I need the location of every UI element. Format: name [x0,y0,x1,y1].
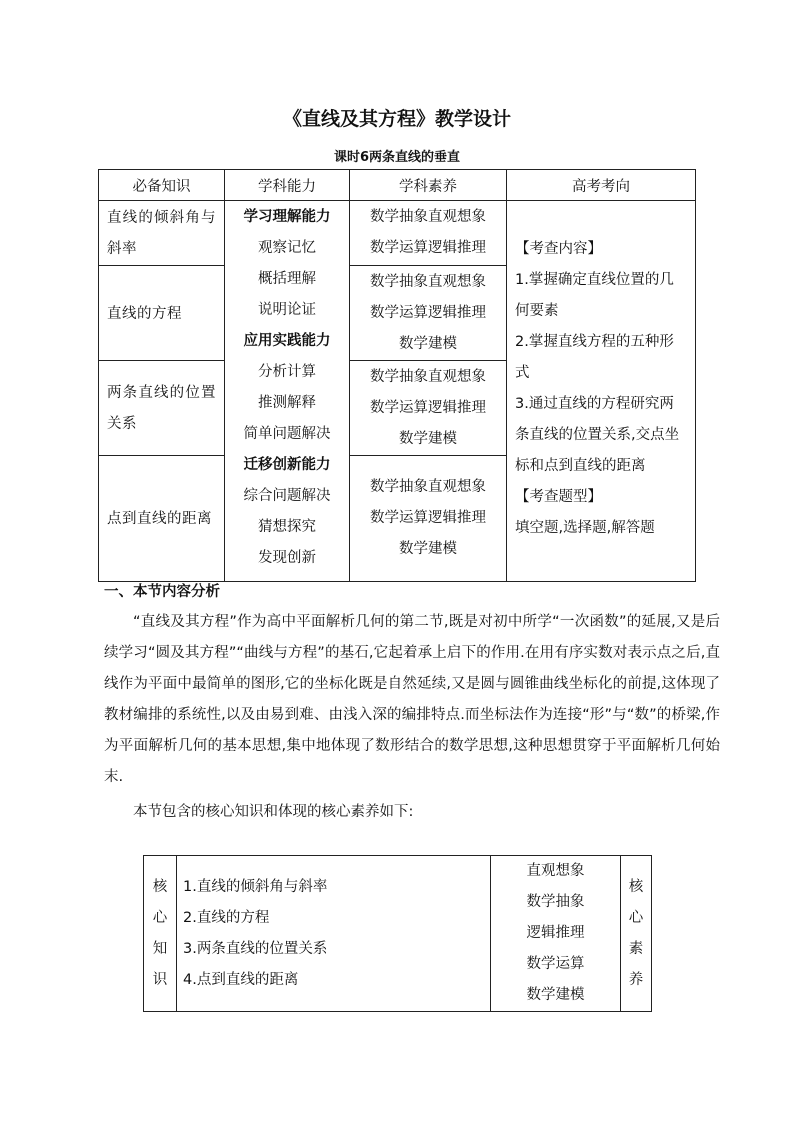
label-char: 核 [628,878,644,895]
literacy-cell [350,201,507,266]
knowledge-cell: 点到直线的距离 [99,456,225,582]
document-subtitle: 课时6两条直线的垂直 [333,150,461,165]
list-item: 3.两条直线的位置关系 [183,940,328,957]
header-knowledge: 必备知识 [99,170,225,201]
list-item: 4.点到直线的距离 [183,971,299,988]
document-title: 《直线及其方程》教学设计 [282,108,511,130]
ability-item: 应用实践能力 [243,333,331,349]
analysis-paragraph: “直线及其方程”作为高中平面解析几何的第二节,既是对初中所学“一次函数”的延展,又是后续学习“圆及其方程”“曲线与方程”的基石,它起着承上启下的作用.在用有序实数对表示点之后,直线作为平面中最简单的图形,它的坐标化既是自然延续,又是圆与圆锥曲线坐标化的前提,这体现了教材编排的系统性,以及由易到难、由浅入深的编排特点.而坐标法作为连接“形”与“数”的桥梁,作为平面解析几何的基本思想,集中地体现了数形结合的数学思想,这种思想贯穿于平面解析几何始末. [104,614,720,785]
exam-type-heading: 【考查题型】 [515,489,602,505]
label-char: 知 [152,940,168,957]
exam-cell [507,201,696,582]
literacy-item: 数学抽象直观想象 [370,369,486,385]
knowledge-cell: 直线的倾斜角与斜率 [99,201,225,266]
list-item: 直观想象 [526,863,585,879]
ability-cell [225,201,350,582]
exam-content-item: 3.通过直线的方程研究两条直线的位置关系,交点坐标和点到直线的距离 [515,396,680,474]
ability-item: 猜想探究 [258,519,316,535]
literacy-item: 数学抽象直观想象 [370,209,486,225]
label-char: 核 [152,878,168,895]
section-heading: 一、本节内容分析 [104,584,220,600]
ability-item: 综合问题解决 [243,488,331,504]
ability-item: 推测解释 [258,395,316,411]
ability-item: 迁移创新能力 [243,457,331,473]
exam-content-item: 2.掌握直线方程的五种形式 [515,334,674,381]
literacy-item: 数学运算逻辑推理 [370,400,486,416]
literacy-cell [350,361,507,456]
literacy-cell [350,266,507,361]
literacy-item: 数学抽象直观想象 [370,479,486,495]
ability-item: 简单问题解决 [243,426,331,442]
core-knowledge-label [144,856,177,1012]
ability-item: 发现创新 [258,550,316,566]
core-table [143,855,652,1012]
list-item: 数学建模 [526,987,585,1003]
list-item: 逻辑推理 [526,925,585,941]
core-literacy-list [491,856,621,1012]
list-item: 2.直线的方程 [183,909,270,926]
label-char: 养 [628,971,644,988]
knowledge-cell: 直线的方程 [99,266,225,361]
ability-item: 分析计算 [258,364,316,380]
literacy-item: 数学建模 [399,541,457,557]
list-item: 数学运算 [526,956,585,972]
label-char: 心 [152,909,168,926]
literacy-item: 数学建模 [399,336,457,352]
ability-item: 概括理解 [258,271,316,287]
list-item: 1.直线的倾斜角与斜率 [183,878,328,895]
label-char: 素 [628,940,644,957]
literacy-item: 数学运算逻辑推理 [370,240,486,256]
core-literacy-label [621,856,652,1012]
intro-paragraph: 本节包含的核心知识和体现的核心素养如下: [133,804,414,820]
ability-item: 学习理解能力 [243,209,331,225]
label-char: 识 [152,971,168,988]
ability-item: 说明论证 [258,302,316,318]
curriculum-table [98,169,696,582]
header-ability: 学科能力 [225,170,350,201]
literacy-item: 数学运算逻辑推理 [370,510,486,526]
label-char: 心 [628,909,644,926]
knowledge-cell: 两条直线的位置关系 [99,361,225,456]
exam-content-heading: 【考查内容】 [515,241,602,257]
core-knowledge-list [177,856,491,1012]
exam-type-text: 填空题,选择题,解答题 [515,520,655,536]
literacy-item: 数学抽象直观想象 [370,274,486,290]
literacy-cell [350,456,507,582]
literacy-item: 数学建模 [399,431,457,447]
header-literacy: 学科素养 [350,170,507,201]
list-item: 数学抽象 [526,894,585,910]
header-exam: 高考考向 [507,170,696,201]
ability-item: 观察记忆 [258,240,316,256]
exam-content-item: 1.掌握确定直线位置的几何要素 [515,272,674,319]
literacy-item: 数学运算逻辑推理 [370,305,486,321]
